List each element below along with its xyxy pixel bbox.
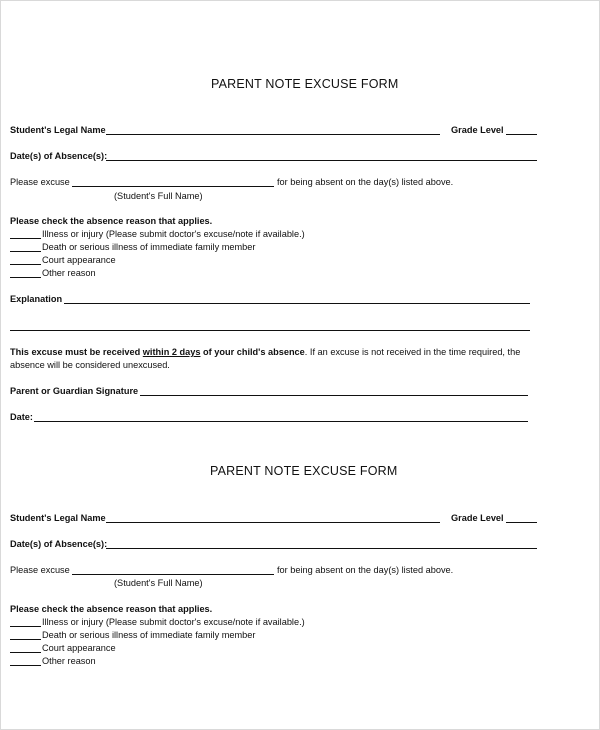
reason-checkbox-court[interactable]: [10, 264, 41, 265]
student-legal-name-field[interactable]: [106, 134, 440, 135]
students-full-name-caption: (Student's Full Name): [114, 578, 203, 588]
reason-checkbox-other[interactable]: [10, 665, 41, 666]
student-legal-name-label: Student's Legal Name: [10, 125, 106, 135]
please-excuse-label: Please excuse: [10, 177, 70, 187]
reason-checkbox-other[interactable]: [10, 277, 41, 278]
reason-checkbox-death[interactable]: [10, 639, 41, 640]
grade-level-field[interactable]: [506, 522, 537, 523]
reason-other-label: Other reason: [42, 656, 96, 666]
form-title: PARENT NOTE EXCUSE FORM: [210, 464, 398, 478]
signature-label: Parent or Guardian Signature: [10, 386, 139, 396]
reason-court-label: Court appearance: [42, 255, 116, 265]
check-reason-label: Please check the absence reason that applies.: [10, 216, 213, 226]
notice-line-2: absence will be considered unexcused.: [10, 360, 170, 370]
explanation-field-line-2[interactable]: [10, 330, 530, 331]
reason-illness-label: Illness or injury (Please submit doctor's excuse/note if available.): [42, 229, 305, 239]
reason-other-label: Other reason: [42, 268, 96, 278]
explanation-label: Explanation: [10, 294, 63, 304]
grade-level-label: Grade Level: [451, 513, 504, 523]
explanation-field-line-1[interactable]: [64, 303, 530, 304]
notice-bold-end: of your child's absence: [200, 347, 305, 357]
for-being-absent-text: for being absent on the day(s) listed above.: [277, 177, 454, 187]
date-label: Date:: [10, 412, 33, 422]
student-legal-name-label: Student's Legal Name: [10, 513, 106, 523]
dates-of-absence-field[interactable]: [106, 548, 537, 549]
student-full-name-field[interactable]: [72, 186, 274, 187]
for-being-absent-text: for being absent on the day(s) listed above.: [277, 565, 454, 575]
dates-of-absence-label: Date(s) of Absence(s):: [10, 539, 108, 549]
form-title: PARENT NOTE EXCUSE FORM: [211, 77, 399, 91]
students-full-name-caption: (Student's Full Name): [114, 191, 203, 201]
student-full-name-field[interactable]: [72, 574, 274, 575]
dates-of-absence-field[interactable]: [106, 160, 537, 161]
dates-of-absence-label: Date(s) of Absence(s):: [10, 151, 108, 161]
grade-level-label: Grade Level: [451, 125, 504, 135]
notice-normal: . If an excuse is not received in the time required, the: [304, 347, 521, 357]
reason-checkbox-illness[interactable]: [10, 238, 41, 239]
reason-illness-label: Illness or injury (Please submit doctor's excuse/note if available.): [42, 617, 305, 627]
date-field[interactable]: [34, 421, 528, 422]
reason-checkbox-court[interactable]: [10, 652, 41, 653]
check-reason-label: Please check the absence reason that applies.: [10, 604, 213, 614]
notice-text: [10, 347, 520, 357]
reason-checkbox-death[interactable]: [10, 251, 41, 252]
signature-field[interactable]: [140, 395, 528, 396]
notice-bold-start: This excuse must be received: [10, 347, 143, 357]
reason-death-label: Death or serious illness of immediate family member: [42, 630, 256, 640]
grade-level-field[interactable]: [506, 134, 537, 135]
please-excuse-label: Please excuse: [10, 565, 70, 575]
reason-checkbox-illness[interactable]: [10, 626, 41, 627]
reason-court-label: Court appearance: [42, 643, 116, 653]
notice-underlined: within 2 days: [142, 347, 201, 357]
student-legal-name-field[interactable]: [106, 522, 440, 523]
reason-death-label: Death or serious illness of immediate family member: [42, 242, 256, 252]
